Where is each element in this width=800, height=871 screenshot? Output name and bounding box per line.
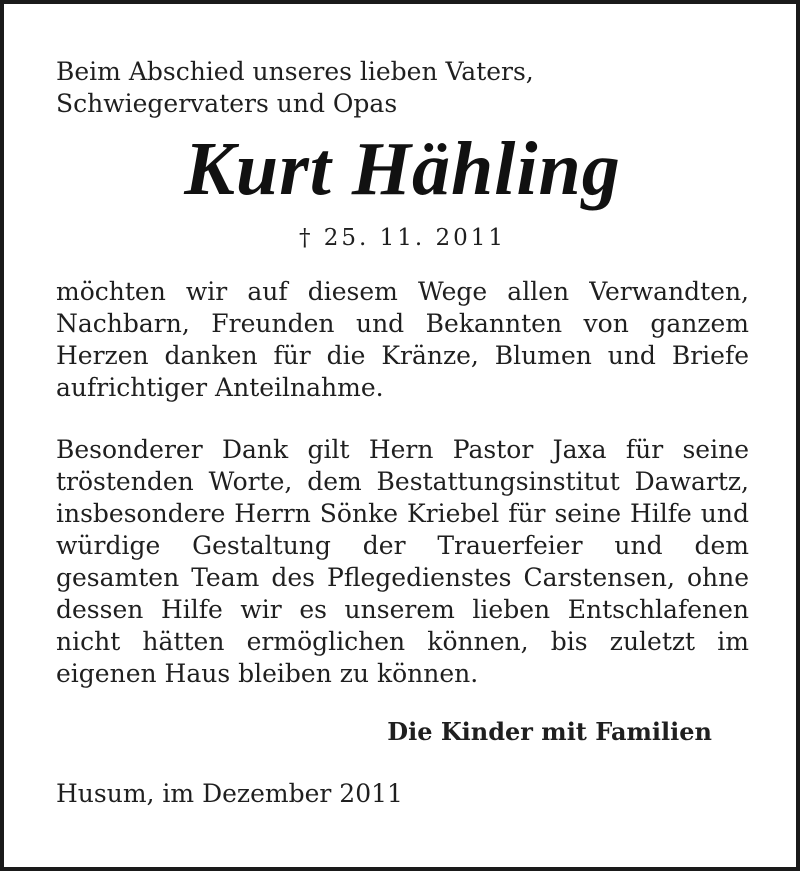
thanks-paragraph: möchten wir auf diesem Wege allen Verwandten, Nachbarn, Freunden und Bekannten von ganzem Herzen danken für die Kränze, Blumen und Briefe aufrichtiger Anteilnahme. (56, 277, 749, 402)
intro-text: Beim Abschied unseres lieben Vaters, Schwiegervaters und Opas (56, 57, 534, 118)
notice-content (56, 56, 749, 810)
death-date: † 25. 11. 2011 (298, 225, 507, 251)
signature: Die Kinder mit Familien (387, 717, 712, 746)
special-thanks-paragraph: Besonderer Dank gilt Hern Pastor Jaxa für seine tröstenden Worte, dem Bestattungsinstitut Dawartz, insbesondere Herrn Sönke Kriebel für seine Hilfe und würdige Gestaltung der Trauerfeier und dem gesamten Team des Pflegedienstes Carstensen, ohne dessen Hilfe wir es unserem lieben Entschlafenen nicht hätten ermöglichen können, bis zuletzt im eigenen Haus bleiben zu können. (56, 435, 749, 688)
place-date: Husum, im Dezember 2011 (56, 779, 403, 808)
deceased-name: Kurt Hähling (184, 127, 621, 211)
